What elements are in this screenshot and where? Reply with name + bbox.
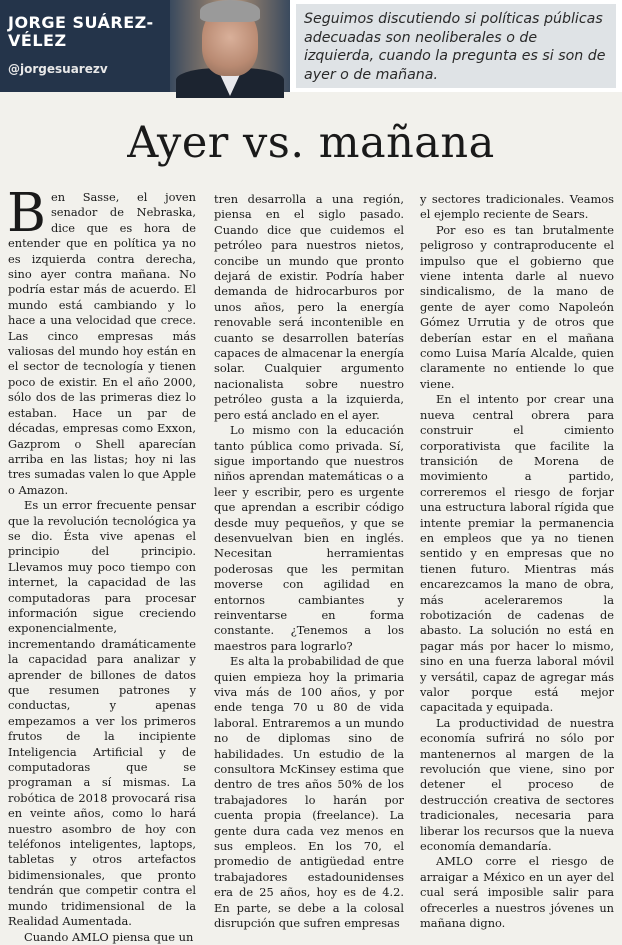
paragraph: AMLO corre el riesgo de arraigar a México en un ayer del cual será imposible salir para ofrecerles a nuestros jóvenes un mañana digno. [420,854,614,931]
paragraph: Es un error frecuente pensar que la revolución tecnológica ya se dio. Ésta vive apenas el principio del principio. Llevamos muy poco tiempo con internet, la capacidad de las computadoras para procesar información sigue creciendo exponencialmente, incrementando dramáticamente la capacidad para analizar y aprender de billones de datos que resumen patrones y conductas, y apenas empezamos a ver los primeros frutos de la incipiente Inteligencia Artificial y de computadoras que se programan a sí mismas. La robótica de 2018 provocará risa en veinte años, como lo hará nuestro asombro de hoy con teléfonos inteligentes, laptops, tabletas y otros artefactos bidimensionales, que pronto tendrán que competir contra el mundo tridimensional de la Realidad Aumentada. [8,498,196,929]
paragraph: Es alta la probabilidad de que quien empieza hoy la primaria viva más de 100 años, y por ende tenga 70 u 80 de vida laboral. Entraremos a un mundo no de diplomas sino de habilidades. Un estudio de la consultora McKinsey estima que dentro de tres años 50% de los trabajadores lo harán por cuenta propia (freelance). La gente dura cada vez menos en sus empleos. En los 70, el promedio de antigüedad entre trabajadores estadounidenses era de 25 años, hoy es de 4.2. En parte, se debe a la colosal disrupción que sufren empresas [214,654,404,931]
paragraph-text: en Sasse, el joven senador de Nebraska, dice que es hora de entender que en política ya no es izquierda contra derecha, sino ayer contra mañana. No podría estar más de acuerdo. El mundo está cambiando y lo hace a una velocidad que crece. Las cinco empresas más valiosas del mundo hoy están en el sector de tecnología y tienen poco de existir. En el año 2000, sólo dos de las primeras diez lo estaban. Hace un par de décadas, empresas como Exxon, Gazprom o Shell aparecían arriba en las listas; hoy ni las tres sumadas valen lo que Apple o Amazon. [8,190,196,497]
paragraph: tren desarrolla a una región, piensa en el siglo pasado. Cuando dice que cuidemos el petróleo para nuestros nietos, concibe un mundo que pronto dejará de existir. Podría haber demanda de hidrocarburos por unos años, pero la energía renovable será incontenible en cuanto se desarrollen baterías capaces de almacenar la energía solar. Cualquier argumento nacionalista sobre nuestro petróleo gusta a la izquierda, pero está anclado en el ayer. [214,192,404,422]
paragraph: Por eso es tan brutalmente peligroso y contraproducente el impulso que el gobierno que viene intenta darle al nuevo sindicalismo, de la mano de gente de ayer como Napoleón Gómez Urrutia y de otros que deberían estar en el mañana como Luisa María Alcalde, quien claramente no entiende lo que viene. [420,222,614,391]
drop-cap: B [7,183,46,244]
author-photo [170,0,290,92]
article-title: Ayer vs. mañana [127,118,495,168]
article-column-1 [7,183,196,944]
paragraph: La productividad de nuestra economía sufrirá no sólo por mantenernos al margen de la revolución que viene, sino por detener el proceso de destrucción creativa de sectores tradicionales, necesaria para liberar los recursos que la nueva economía demandaría. [420,715,614,854]
photo-hair [200,0,260,22]
article-subtitle: Seguimos discutiendo si políticas públicas adecuadas son neoliberales o de izquierda, cuando la pregunta es si son de ayer o de mañana. [304,11,606,83]
article-column-3 [420,192,614,931]
article-header [0,0,622,92]
author-block [0,0,290,92]
paragraph: Cuando AMLO piensa que un [24,929,194,944]
paragraph: Lo mismo con la educación tanto pública como privada. Sí, sigue importando que nuestros niños aprendan matemáticas o a leer y escribir, pero es urgente que aprendan a escribir código desde muy pequeños, y que se desenvuelvan bien en inglés. Necesitan herramientas poderosas que les permitan moverse con agilidad en entornos cambiantes y reinventarse en forma constante. ¿Tenemos a los maestros para lograrlo? [214,423,404,653]
paragraph [7,183,196,498]
author-name: JORGE SUÁREZ-VÉLEZ [8,13,154,50]
article-column-2 [214,192,404,931]
paragraph: En el intento por crear una nueva central obrera para construir el cimiento corporativista que facilite la transición de Morena de movimiento a partido, correremos el riesgo de forjar una estructura laboral rígida que intente premiar la permanencia en empleos que ya no tienen sentido y en empresas que no tienen futuro. Mientras más encarezcamos la mano de obra, más aceleraremos la robotización de cadenas de abasto. La solución no está en pagar más por hacer lo mismo, sino en una fuerza laboral móvil y versátil, capaz de agregar más valor porque está mejor capacitada y equipada. [420,392,614,715]
author-handle: @jorgesuarezv [8,62,108,76]
subtitle-box [296,4,616,88]
paragraph: y sectores tradicionales. Veamos el ejemplo reciente de Sears. [420,192,614,222]
